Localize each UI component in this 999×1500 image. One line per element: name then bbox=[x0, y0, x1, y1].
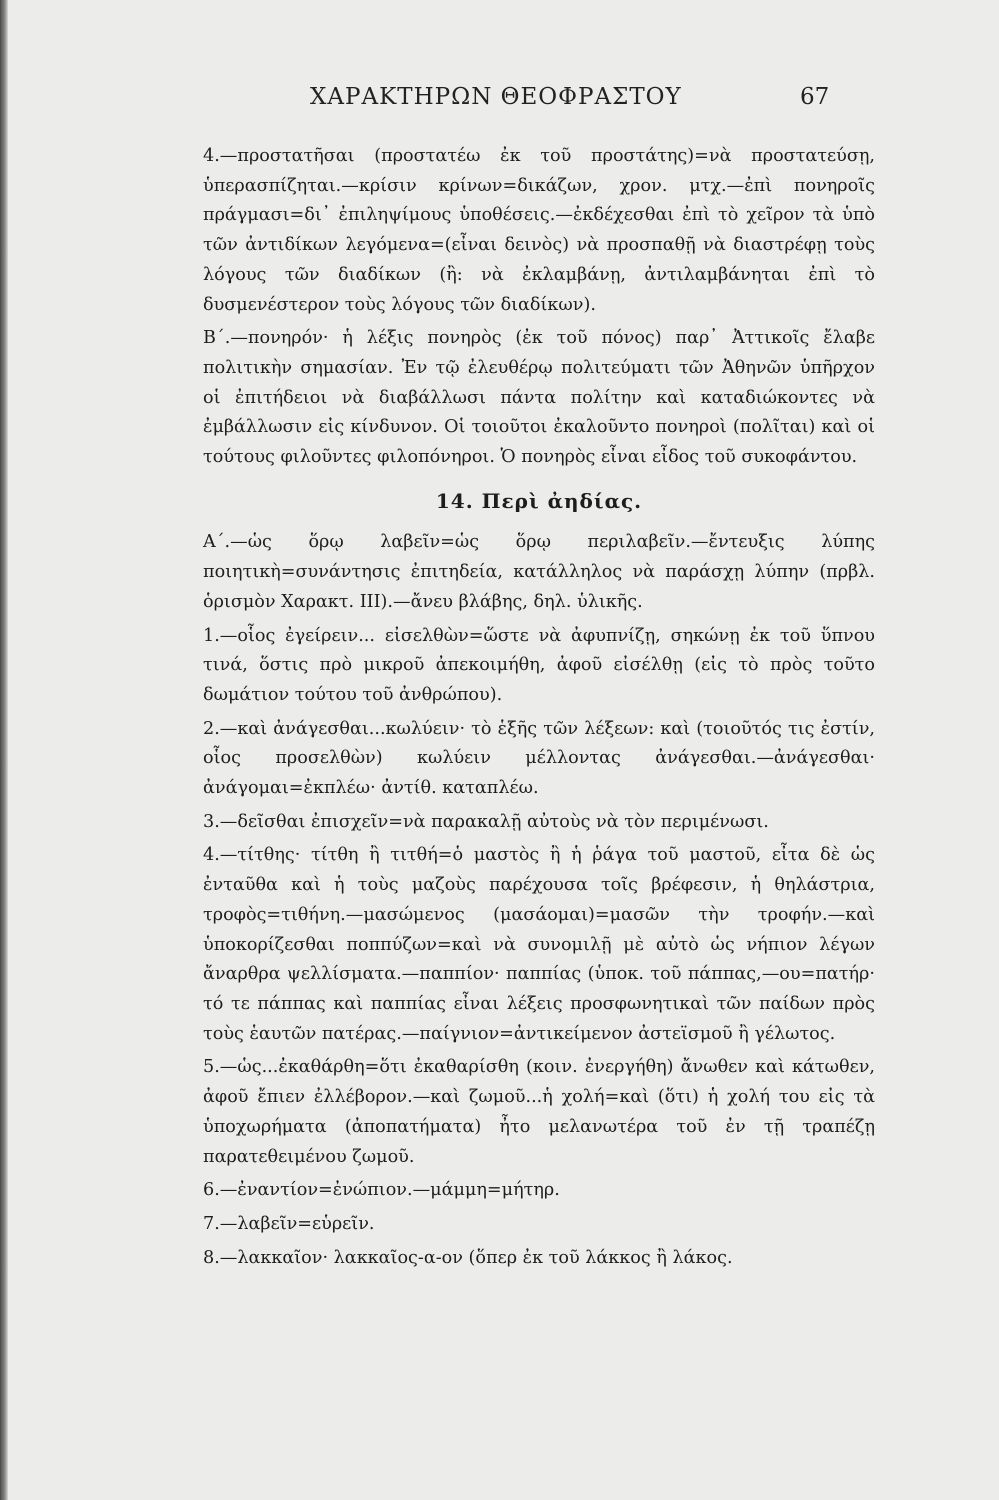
entry-7: 7.—λαβεῖν=εὑρεῖν. bbox=[203, 1213, 375, 1234]
paragraph-note-4: 4.—προστατῆσαι (προστατέω ἐκ τοῦ προστάτης)=νὰ προστατεύσῃ, ὑπερασπίζηται.—κρίσιν κρίνων=δικάζων, χρον. μτχ.—ἐπὶ πονηροῖς πράγμασι=δι᾿ ἐπιληψίμους ὑποθέσεις.—ἐκδέχεσθαι ἐπὶ τὸ χεῖρον τὰ ὑπὸ τῶν ἀντιδίκων λεγόμενα=(εἶναι δεινὸς) νὰ προσπαθῇ νὰ διαστρέφῃ τοὺς λόγους τῶν διαδίκων (ἢ: νὰ ἐκλαμβάνῃ, ἀντιλαμβάνηται ἐπὶ τὸ δυσμενέστερον τοὺς λόγους τῶν διαδίκων). bbox=[203, 146, 875, 315]
book-spine-shadow bbox=[0, 0, 8, 1500]
page-body bbox=[203, 142, 875, 1277]
entry-a: Α΄.—ὡς ὅρῳ λαβεῖν=ὡς ὅρῳ περιλαβεῖν.—ἔντευξις λύπης ποιητικὴ=συνάντησις ἐπιτηδεία, κατάλληλος νὰ παράσχῃ λύπην (πρβλ. ὁρισμὸν Χαρακτ. ΙΙΙ).—ἄνευ βλάβης, δηλ. ὑλικῆς. bbox=[203, 532, 875, 612]
entry-1: 1.—οἷος ἐγείρειν... εἰσελθὼν=ὥστε νὰ ἀφυπνίζῃ, σηκώνῃ ἐκ τοῦ ὕπνου τινά, ὅστις πρὸ μικροῦ ἀπεκοιμήθη, ἀφοῦ εἰσέλθῃ (εἰς τὸ πρὸς τοῦτο δωμάτιον τούτου τοῦ ἀνθρώπου). bbox=[203, 625, 875, 705]
page-number: 67 bbox=[800, 84, 830, 110]
running-header: ΧΑΡΑΚΤΗΡΩΝ ΘΕΟΦΡΑΣΤΟΥ bbox=[310, 84, 682, 110]
entry-6: 6.—ἐναντίον=ἐνώπιον.—μάμμη=μήτηρ. bbox=[203, 1180, 560, 1201]
entry-8: 8.—λακκαῖον· λακκαῖος-α-ον (ὅπερ ἐκ τοῦ λάκκος ἢ λάκος. bbox=[203, 1247, 733, 1268]
paragraph-note-b: Β΄.—πονηρόν· ἡ λέξις πονηρὸς (ἐκ τοῦ πόνος) παρ᾿ Ἀττικοῖς ἔλαβε πολιτικὴν σημασίαν. Ἐν τῷ ἐλευθέρῳ πολιτεύματι τῶν Ἀθηνῶν ὑπῆρχον οἱ ἐπιτήδειοι νὰ διαβάλλωσι πάντα πολίτην καὶ καταδιώκοντες νὰ ἐμβάλλωσιν εἰς κίνδυνον. Οἱ τοιοῦτοι ἐκαλοῦντο πονηροὶ (πολῖται) καὶ οἱ τούτους φιλοῦντες φιλοπόνηροι. Ὁ πονηρὸς εἶναι εἶδος τοῦ συκοφάντου. bbox=[203, 328, 875, 468]
section-heading: 14. Περὶ ἀηδίας. bbox=[435, 488, 643, 513]
entry-3: 3.—δεῖσθαι ἐπισχεῖν=νὰ παρακαλῇ αὐτοὺς νὰ τὸν περιμένωσι. bbox=[203, 811, 769, 832]
entry-4: 4.—τίτθης· τίτθη ἢ τιτθή=ὁ μαστὸς ἢ ἡ ῥάγα τοῦ μαστοῦ, εἶτα δὲ ὡς ἐνταῦθα καὶ ἡ τοὺς μαζοὺς παρέχουσα τοῖς βρέφεσιν, ἡ θηλάστρια, τροφὸς=τιθήνη.—μασώμενος (μασάομαι)=μασῶν τὴν τροφήν.—καὶ ὑποκορίζεσθαι ποππύζων=καὶ νὰ συνομιλῇ μὲ αὐτὸ ὡς νήπιον λέγων ἄναρθρα ψελλίσματα.—παππίον· παππίας (ὑποκ. τοῦ πάππας,—ου=πατήρ· τό τε πάππας καὶ παππίας εἶναι λέξεις προσφωνητικαὶ τῶν παίδων πρὸς τοὺς ἑαυτῶν πατέρας.—παίγνιον=ἀντικείμενον ἀστεϊσμοῦ ἢ γέλωτος. bbox=[203, 845, 875, 1044]
entry-2: 2.—καὶ ἀνάγεσθαι...κωλύειν· τὸ ἑξῆς τῶν λέξεων: καὶ (τοιοῦτός τις ἐστίν, οἷος προσελθὼν) κωλύειν μέλλοντας ἀνάγεσθαι.—ἀνάγεσθαι· ἀνάγομαι=ἐκπλέω· ἀντίθ. καταπλέω. bbox=[203, 718, 875, 799]
entry-5: 5.—ὡς...ἐκαθάρθη=ὅτι ἐκαθαρίσθη (κοιν. ἐνεργήθη) ἄνωθεν καὶ κάτωθεν, ἀφοῦ ἔπιεν ἐλλέβορον.—καὶ ζωμοῦ...ἡ χολή=καὶ (ὅτι) ἡ χολή του εἰς τὰ ὑποχωρήματα (ἀποπατήματα) ἦτο μελανωτέρα τοῦ ἐν τῇ τραπέζῃ παρατεθειμένου ζωμοῦ. bbox=[203, 1057, 875, 1167]
